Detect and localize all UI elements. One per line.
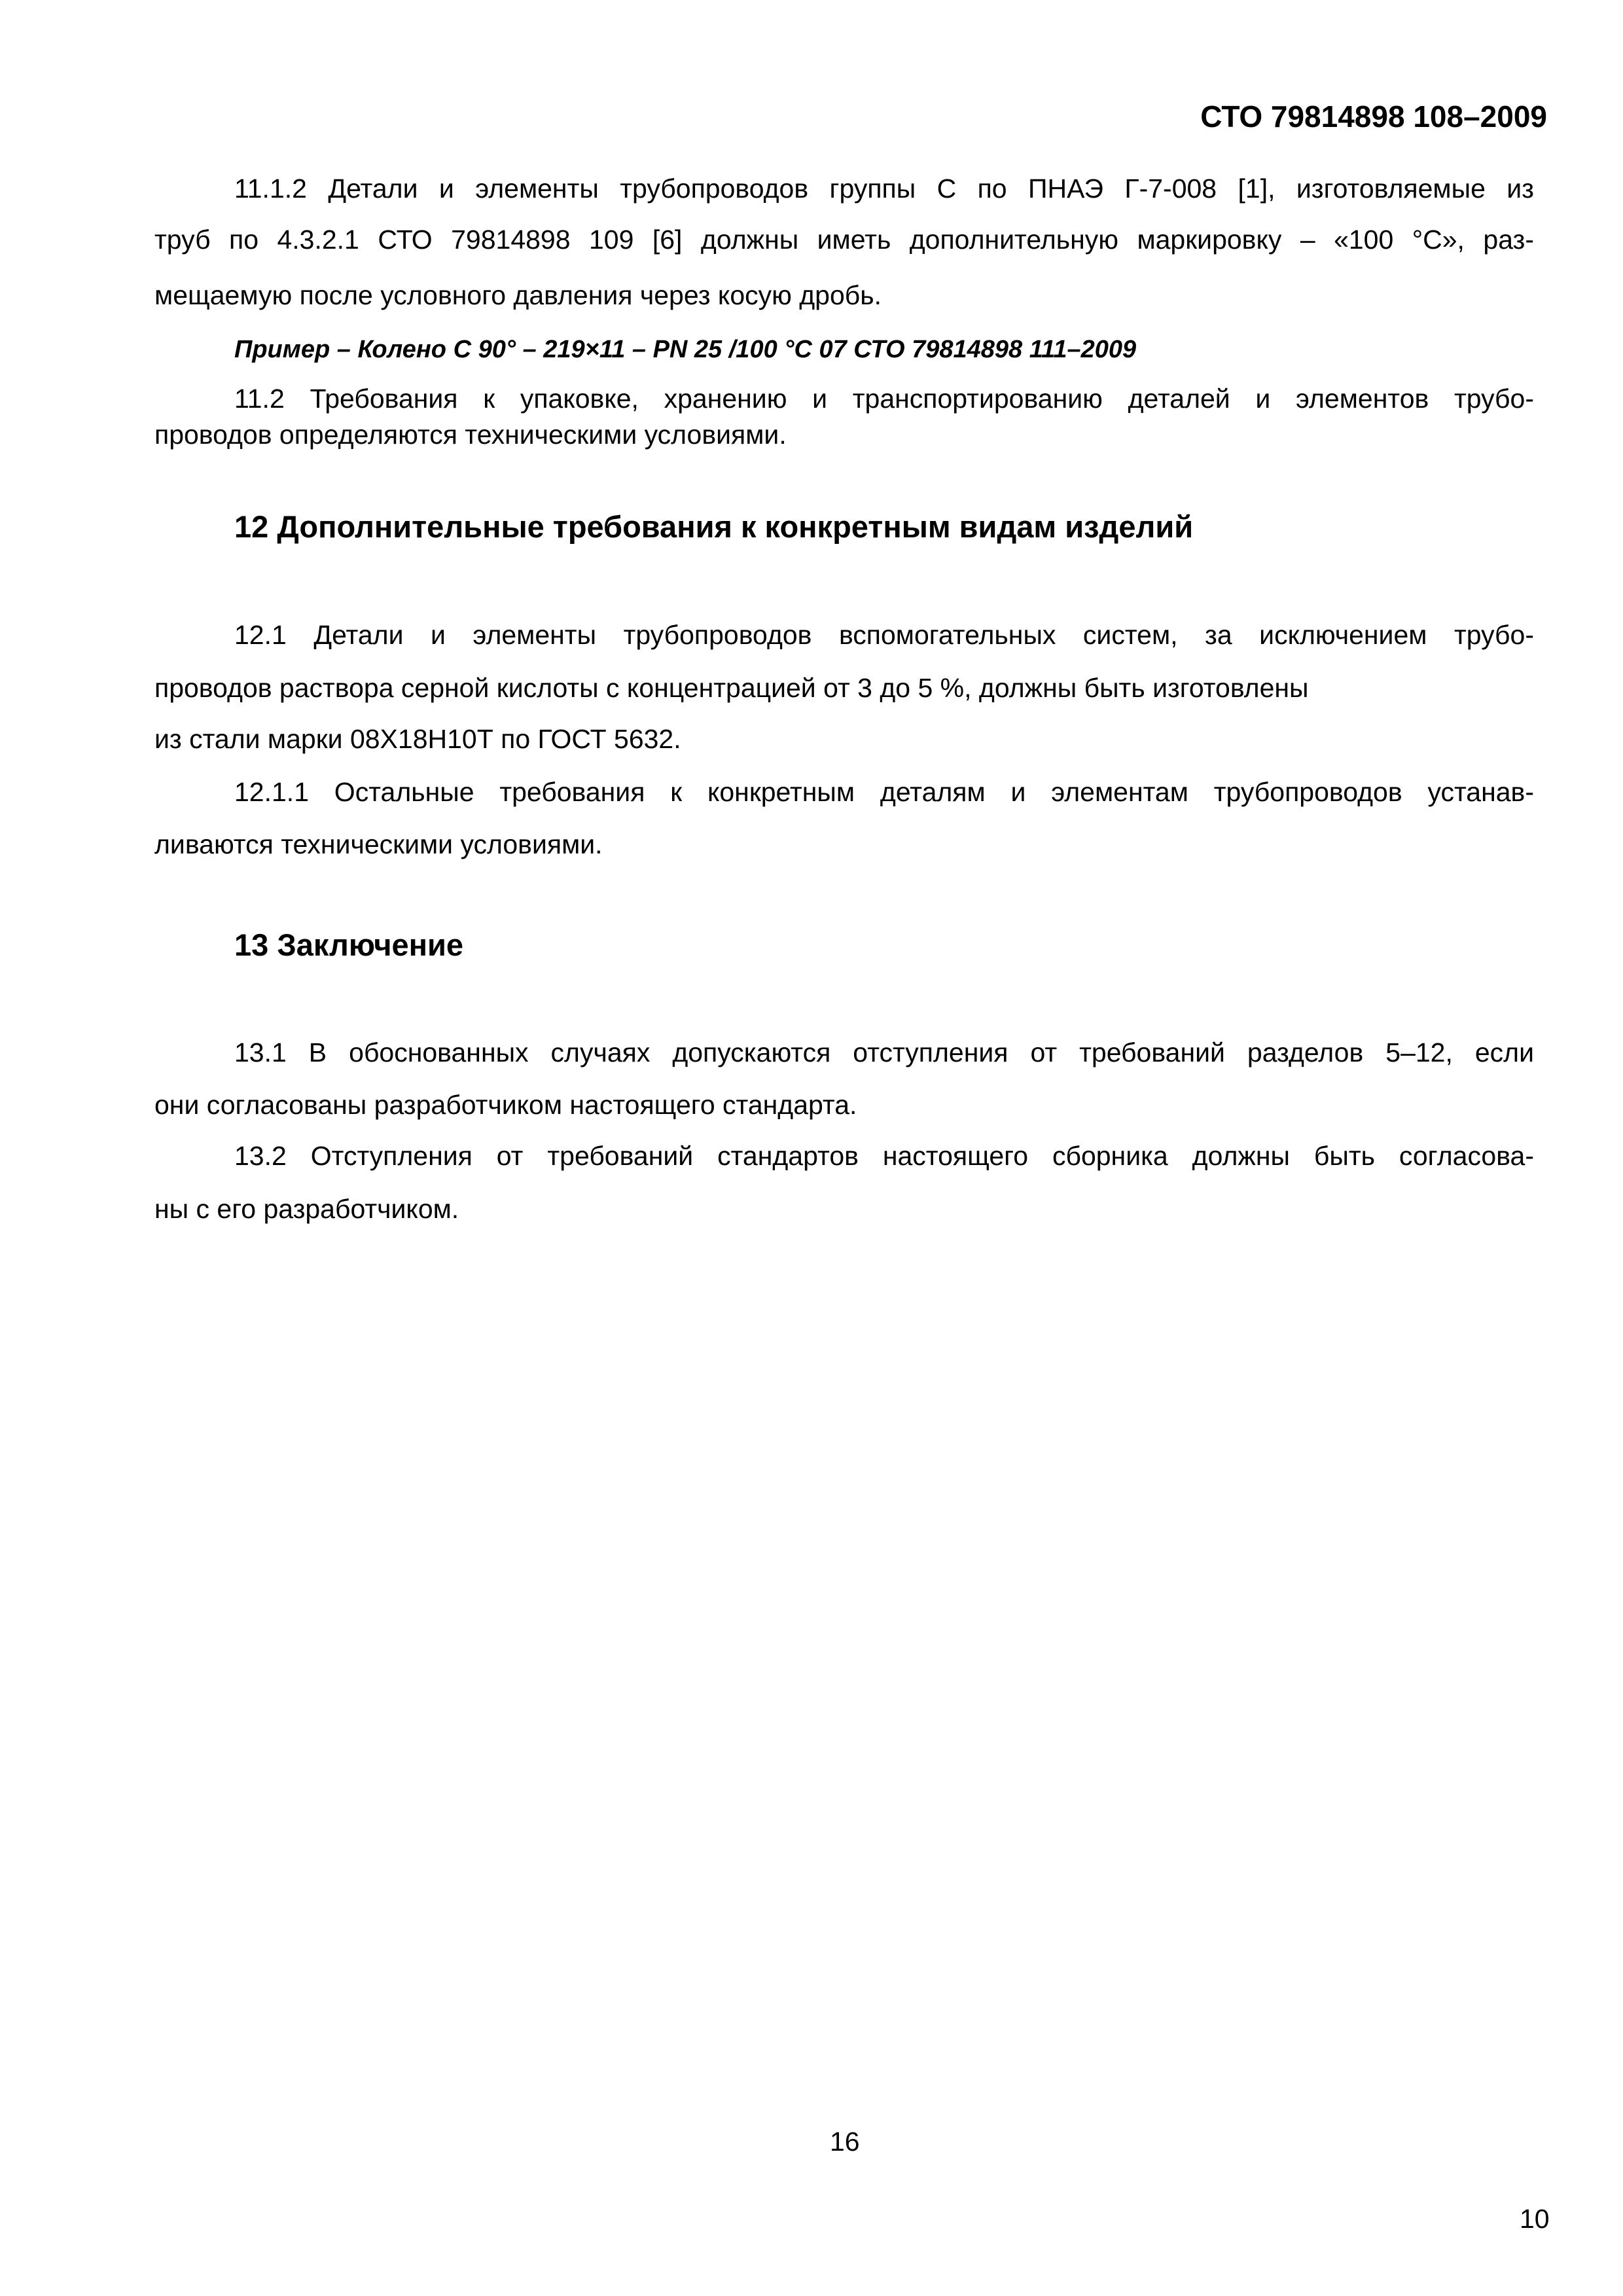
page-number: 16: [830, 2126, 860, 2157]
section-12-heading: 12 Дополнительные требования к конкретным видам изделий: [234, 509, 1194, 544]
paragraph-13-2-line-2: ны с его разработчиком.: [154, 1194, 459, 1224]
section-13-heading: 13 Заключение: [234, 927, 464, 962]
paragraph-12-1-line-2: проводов раствора серной кислоты с концентрацией от 3 до 5 %, должны быть изготовлены: [154, 673, 1309, 703]
example-marking: Пример – Колено С 90° – 219×11 – PN 25 /100 °С 07 СТО 79814898 111–2009: [234, 336, 1137, 363]
paragraph-11-1-2-line-1: 11.1.2 Детали и элементы трубопроводов группы С по ПНАЭ Г-7-008 [1], изготовляемые из: [234, 173, 1534, 204]
sheet-number: 10: [1520, 2204, 1550, 2234]
document-code: СТО 79814898 108–2009: [1200, 99, 1547, 134]
paragraph-13-1-line-1: 13.1 В обоснованных случаях допускаются отступления от требований разделов 5–12, если: [234, 1037, 1534, 1067]
paragraph-12-1-1-line-2: ливаются техническими условиями.: [154, 829, 603, 859]
paragraph-11-1-2-line-2: труб по 4.3.2.1 СТО 79814898 109 [6] должны иметь дополнительную маркировку – «100 °С», раз-: [154, 224, 1534, 255]
paragraph-11-2-line-2: проводов определяются техническими условиями.: [154, 420, 787, 450]
paragraph-11-1-2-line-3: мещаемую после условного давления через косую дробь.: [154, 280, 882, 310]
paragraph-11-2-line-1: 11.2 Требования к упаковке, хранению и транспортированию деталей и элементов трубо-: [234, 384, 1534, 414]
paragraph-13-1-line-2: они согласованы разработчиком настоящего стандарта.: [154, 1090, 857, 1120]
paragraph-12-1-line-1: 12.1 Детали и элементы трубопроводов вспомогательных систем, за исключением трубо-: [234, 620, 1534, 650]
paragraph-12-1-1-line-1: 12.1.1 Остальные требования к конкретным деталям и элементам трубопроводов устанав-: [234, 777, 1534, 807]
paragraph-12-1-line-3: из стали марки 08Х18Н10Т по ГОСТ 5632.: [154, 724, 681, 754]
paragraph-13-2-line-1: 13.2 Отступления от требований стандартов настоящего сборника должны быть согласова-: [234, 1141, 1534, 1171]
